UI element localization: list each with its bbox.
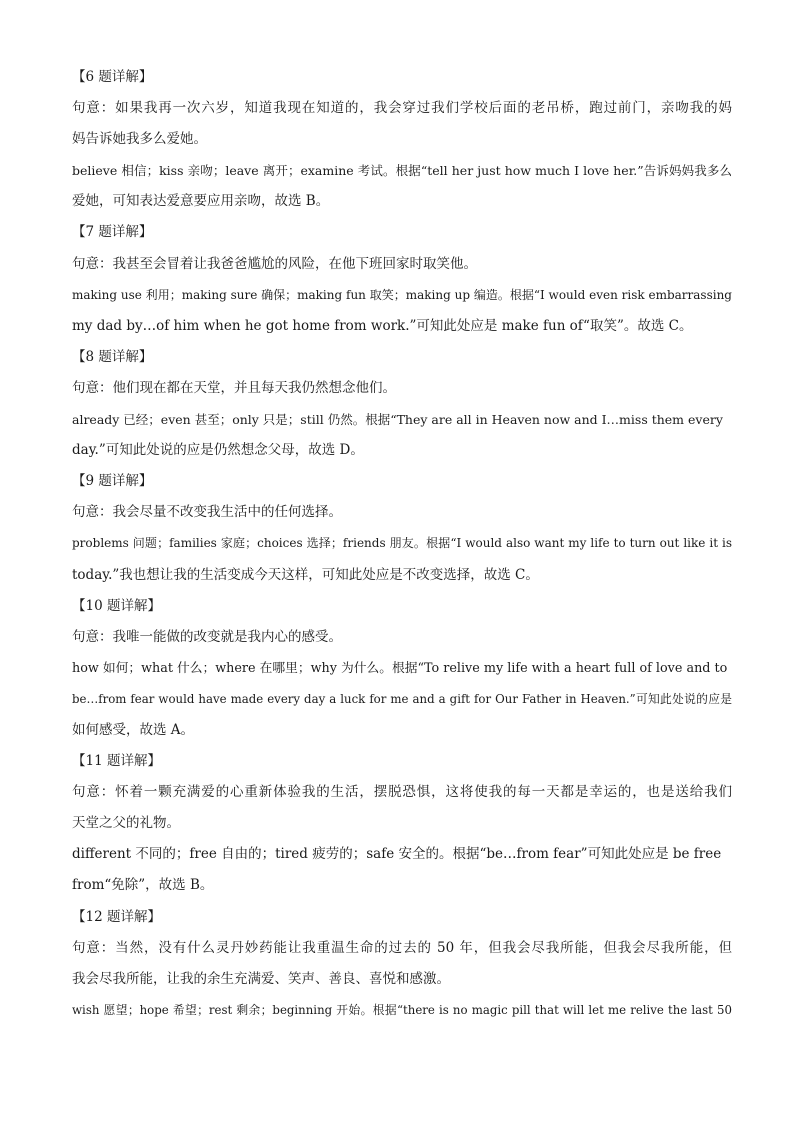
paragraph-line: day.”可知此处说的应是仍然想念父母，故选 D。 <box>72 442 364 459</box>
document-page <box>72 62 732 1026</box>
paragraph-line: 妈告诉她我多么爱她。 <box>72 131 207 148</box>
paragraph-line: 句意：我会尽量不改变我生活中的任何选择。 <box>72 504 342 521</box>
paragraph-line: wish 愿望；hope 希望；rest 剩余；beginning 开始。根据“there is no magic pill that will let me relive the last 50 <box>72 1002 732 1017</box>
section-heading-6: 【6 题详解】 <box>72 69 153 85</box>
paragraph-line: 句意：如果我再一次六岁，知道我现在知道的，我会穿过我们学校后面的老吊桥，跑过前门，亲吻我的妈 <box>72 100 732 117</box>
paragraph-line: problems 问题；families 家庭；choices 选择；friends 朋友。根据“I would also want my life to turn out like it is <box>72 536 732 551</box>
paragraph-line: believe 相信；kiss 亲吻；leave 离开；examine 考试。根据“tell her just how much I love her.”告诉妈妈我多么 <box>72 163 732 179</box>
section-heading-8: 【8 题详解】 <box>72 348 153 365</box>
section-heading-9: 【9 题详解】 <box>72 473 153 490</box>
paragraph-line: 天堂之父的礼物。 <box>72 815 180 832</box>
section-heading-12: 【12 题详解】 <box>72 908 161 925</box>
section-heading-7: 【7 题详解】 <box>72 224 153 241</box>
paragraph-line: how 如何；what 什么；where 在哪里；why 为什么。根据“To relive my life with a heart full of love and to <box>72 660 728 676</box>
paragraph-line: 爱她，可知表达爱意要应用亲吻，故选 B。 <box>72 193 330 210</box>
paragraph-line: making use 利用；making sure 确保；making fun 取笑；making up 编造。根据“I would even risk embarrassing <box>72 287 732 302</box>
paragraph-line: 句意：怀着一颗充满爱的心重新体验我的生活，摆脱恐惧，这将使我的每一天都是幸运的，也是送给我们 <box>72 784 732 801</box>
paragraph-line: 句意：当然，没有什么灵丹妙药能让我重温生命的过去的 50 年，但我会尽我所能，但我会尽我所能，但 <box>72 939 732 956</box>
paragraph-line: 我会尽我所能，让我的余生充满爱、笑声、善良、喜悦和感激。 <box>72 970 450 987</box>
paragraph-line: already 已经；even 甚至；only 只是；still 仍然。根据“They are all in Heaven now and I…miss them every <box>72 412 723 428</box>
paragraph-line: today.”我也想让我的生活变成今天这样，可知此处应是不改变选择，故选 C。 <box>72 566 539 583</box>
paragraph-line: my dad by…of him when he got home from work.”可知此处应是 make fun of“取笑”。故选 C。 <box>72 317 693 334</box>
section-heading-11: 【11 题详解】 <box>72 753 161 770</box>
paragraph-line: 句意：我唯一能做的改变就是我内心的感受。 <box>72 628 342 645</box>
paragraph-line: 句意：他们现在都在天堂，并且每天我仍然想念他们。 <box>72 379 396 396</box>
paragraph-line: 句意：我甚至会冒着让我爸爸尴尬的风险，在他下班回家时取笑他。 <box>72 255 477 272</box>
paragraph-line: different 不同的；free 自由的；tired 疲劳的；safe 安全的。根据“be…from fear”可知此处应是 be free <box>72 846 722 863</box>
paragraph-line: 如何感受，故选 A。 <box>72 721 195 738</box>
paragraph-line: from“免除”，故选 B。 <box>72 877 214 894</box>
paragraph-line: be…from fear would have made every day a luck for me and a gift for Our Father in Heaven.”可知此处说的应是 <box>72 691 732 706</box>
section-heading-10: 【10 题详解】 <box>72 597 161 614</box>
